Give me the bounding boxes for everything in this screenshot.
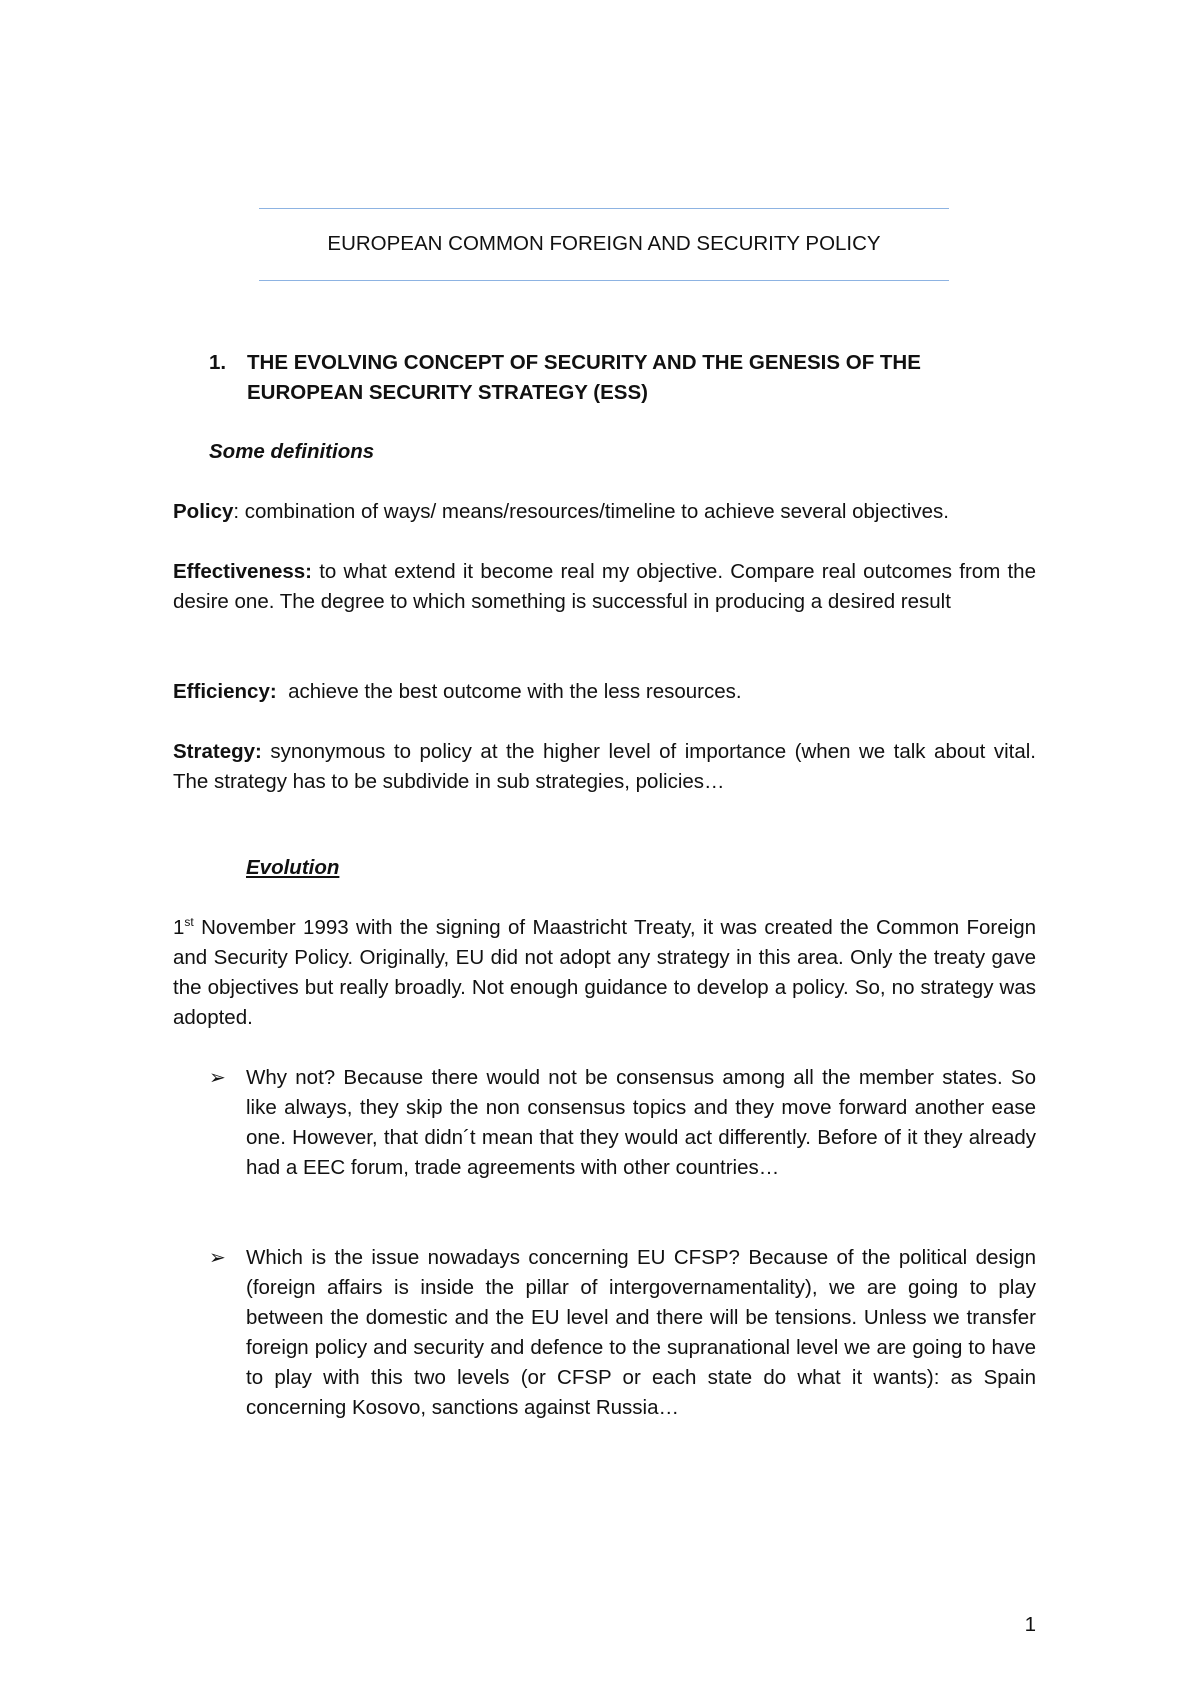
document-title: EUROPEAN COMMON FOREIGN AND SECURITY POLICY	[327, 232, 881, 255]
definition-text: to what extend it become real my objective. Compare real outcomes from the desire one. The degree to which something is successful in producing a desired result	[173, 560, 1036, 613]
evolution-text: November 1993 with the signing of Maastricht Treaty, it was created the Common Foreign and Security Policy. Originally, EU did not adopt any strategy in this area. Only the treaty gave the objectives but really broadly. Not enough guidance to develop a policy. So, no strategy was adopted.	[173, 916, 1036, 1029]
bullet-item	[209, 1063, 1036, 1183]
definition-text: synonymous to policy at the higher level of importance (when we talk about vital. The strategy has to be subdivide in sub strategies, policies…	[173, 740, 1036, 793]
definition-strategy	[173, 737, 1036, 797]
bullet-text: Why not? Because there would not be consensus among all the member states. So like always, they skip the non consensus topics and they move forward another ease one. However, that didn´t mean that they would act differently. Before of it they already had a EEC forum, trade agreements with other countries…	[246, 1066, 1036, 1179]
definition-term: Effectiveness:	[173, 560, 313, 583]
definition-text: : combination of ways/ means/resources/timeline to achieve several objectives.	[233, 500, 949, 523]
section-number: 1.	[209, 351, 227, 374]
definition-policy	[173, 497, 1036, 527]
section-heading	[209, 348, 1039, 408]
evolution-paragraph	[173, 913, 1036, 1033]
definition-term: Efficiency:	[173, 680, 277, 703]
title-top-rule	[259, 208, 949, 209]
definition-term: Strategy:	[173, 740, 262, 763]
bullet-text: Which is the issue nowadays concerning EU CFSP? Because of the political design (foreign affairs is inside the pillar of intergovernamentality), we are going to play between the domestic and the EU level and there will be tensions. Unless we transfer foreign policy and security and defence to the supranational level we are going to have to play with this two levels (or CFSP or each state do what it wants): as Spain concerning Kosovo, sanctions against Russia…	[246, 1246, 1036, 1419]
arrow-bullet-icon: ➢	[209, 1247, 226, 1269]
page-number: 1	[1024, 1613, 1036, 1636]
definition-efficiency	[173, 677, 1036, 707]
title-bottom-rule	[259, 280, 949, 281]
date-number: 1	[173, 916, 185, 939]
date-suffix: st	[184, 915, 194, 930]
definition-effectiveness	[173, 557, 1036, 617]
arrow-bullet-icon: ➢	[209, 1067, 226, 1089]
definition-text: achieve the best outcome with the less resources.	[276, 680, 742, 703]
subheading-definitions: Some definitions	[209, 440, 375, 463]
section-heading-text: THE EVOLVING CONCEPT OF SECURITY AND THE GENESIS OF THE EUROPEAN SECURITY STRATEGY (ESS)	[247, 351, 921, 404]
subheading-evolution: Evolution	[246, 856, 340, 879]
bullet-item	[209, 1243, 1036, 1423]
definition-term: Policy	[173, 500, 234, 523]
